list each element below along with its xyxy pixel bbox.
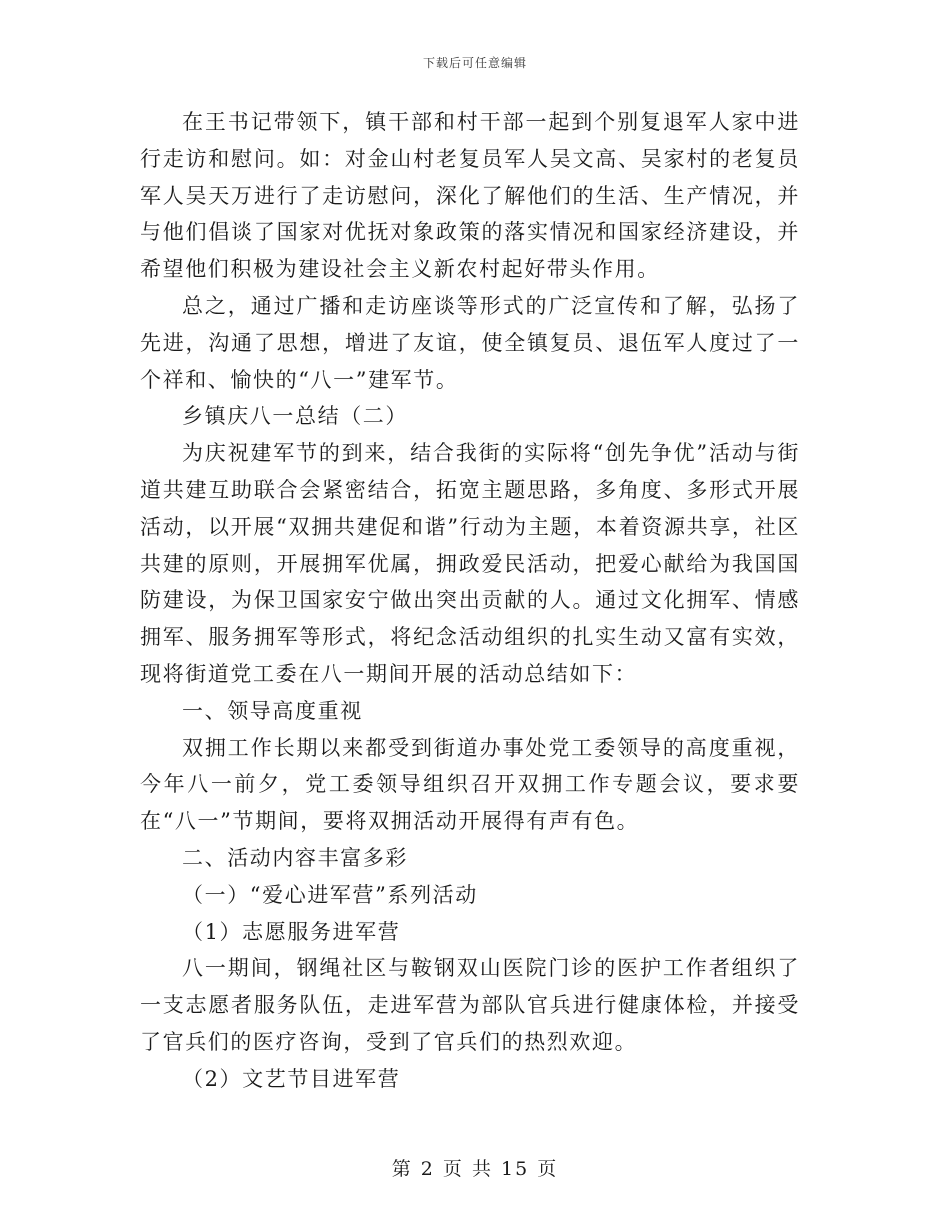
page-header-note: 下载后可任意编辑 bbox=[422, 56, 527, 70]
heading-arts: （2）文艺节目进军营 bbox=[182, 1066, 401, 1091]
heading-volunteer: （1）志愿服务进军营 bbox=[182, 919, 401, 944]
paragraph-intro: 为庆祝建军节的到来，结合我街的实际将“创先争优”活动与街道共建互助联合会紧密结合，拓宽主题思路，多角度、多形式开展活动，以开展“双拥共建促和谐”行动为主题，本着资源共享，社区共建的原则，开展拥军优属，拥政爱民活动，把爱心献给为我国国防建设，为保卫国家安宁做出突出贡献的人。通过文化拥军、情感拥军、服务拥军等形式，将纪念活动组织的扎实生动又富有实效，现将街道党工委在八一期间开展的活动总结如下： bbox=[140, 441, 800, 686]
paragraph-visit: 在王书记带领下，镇干部和村干部一起到个别复退军人家中进行走访和慰问。如：对金山村老复员军人吴文高、吴家村的老复员军人吴天万进行了走访慰问，深化了解他们的生活、生产情况，并与他们倡谈了国家对优抚对象政策的落实情况和国家经济建设，并希望他们积极为建设社会主义新农村起好带头作用。 bbox=[140, 110, 800, 282]
paragraph-leadership: 双拥工作长期以来都受到街道办事处党工委领导的高度重视，今年八一前夕，党工委领导组织召开双拥工作专题会议，要求要在“八一”节期间，要将双拥活动开展得有声有色。 bbox=[140, 735, 800, 834]
page-number: 第 2 页 共 15 页 bbox=[391, 1158, 559, 1180]
heading-love-camp: （一）“爱心进军营”系列活动 bbox=[182, 882, 478, 907]
heading-activities: 二、活动内容丰富多彩 bbox=[182, 845, 408, 870]
heading-leadership: 一、领导高度重视 bbox=[182, 698, 363, 723]
paragraph-volunteer: 八一期间，钢绳社区与鞍钢双山医院门诊的医护工作者组织了一支志愿者服务队伍，走进军营为部队官兵进行健康体检，并接受了官兵们的医疗咨询，受到了官兵们的热烈欢迎。 bbox=[140, 956, 800, 1054]
paragraph-summary: 总之，通过广播和走访座谈等形式的广泛宣传和了解，弘扬了先进，沟通了思想，增进了友谊，使全镇复员、退伍军人度过了一个祥和、愉快的“八一”建军节。 bbox=[140, 293, 800, 392]
document-body bbox=[140, 104, 800, 1098]
section-title: 乡镇庆八一总结（二） bbox=[182, 404, 408, 429]
